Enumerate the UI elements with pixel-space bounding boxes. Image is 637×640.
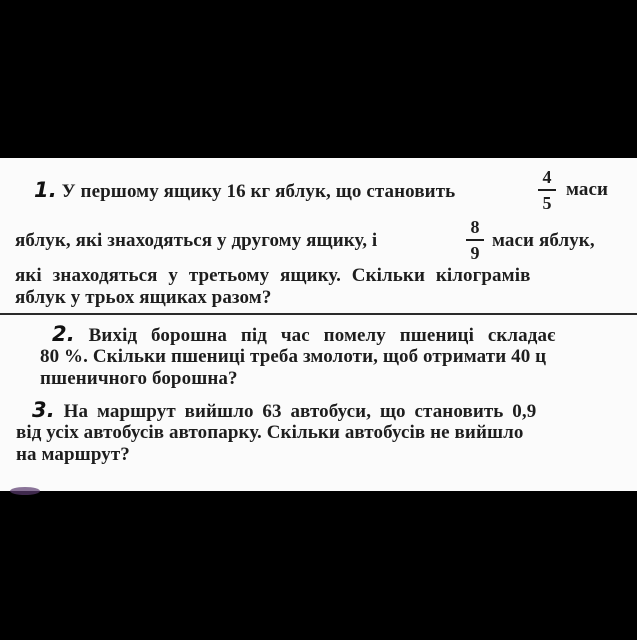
problem-2-line-1-text: Вихід борошна під час помелу пшениці складає xyxy=(88,325,556,346)
textbook-page xyxy=(0,158,637,491)
problem-1-line-2-tail: маси яблук, xyxy=(492,230,595,251)
problem-3-number: 3. xyxy=(32,398,55,422)
problem-3-line-3: на маршрут? xyxy=(16,444,130,465)
fraction-four-fifths xyxy=(538,166,556,214)
fraction-4-5-denominator: 5 xyxy=(542,193,552,213)
ink-smudge xyxy=(10,487,40,495)
problem-1-line-2: яблук, які знаходяться у другому ящику, і xyxy=(15,230,378,251)
problem-1-line-4: яблук у трьох ящиках разом? xyxy=(15,287,272,308)
problem-1-line-1 xyxy=(34,178,455,204)
fraction-8-9-numerator: 8 xyxy=(470,217,480,237)
fraction-bar xyxy=(538,189,556,191)
problem-1-line-1-tail: маси xyxy=(566,179,609,200)
fraction-8-9-denominator: 9 xyxy=(470,243,480,263)
fraction-4-5-numerator: 4 xyxy=(542,167,552,187)
problem-1-line-3: які знаходяться у третьому ящику. Скільки кілограмів xyxy=(15,265,531,286)
section-divider xyxy=(0,313,637,315)
problem-2-number: 2. xyxy=(52,322,75,346)
problem-3-line-2: від усіх автобусів автопарку. Скільки автобусів не вийшло xyxy=(16,422,524,443)
problem-3-line-1-text: На маршрут вийшло 63 автобуси, що становить 0,9 xyxy=(63,401,537,422)
fraction-bar xyxy=(466,239,484,241)
problem-2-line-3: пшеничного борошна? xyxy=(40,368,238,389)
problem-2-line-2: 80 %. Скільки пшениці треба змолоти, щоб отримати 40 ц xyxy=(40,346,547,367)
problem-1-number: 1. xyxy=(34,178,57,202)
fraction-eight-ninths xyxy=(466,216,484,264)
problem-1-line-1-text: У першому ящику 16 кг яблук, що становить xyxy=(61,181,456,202)
